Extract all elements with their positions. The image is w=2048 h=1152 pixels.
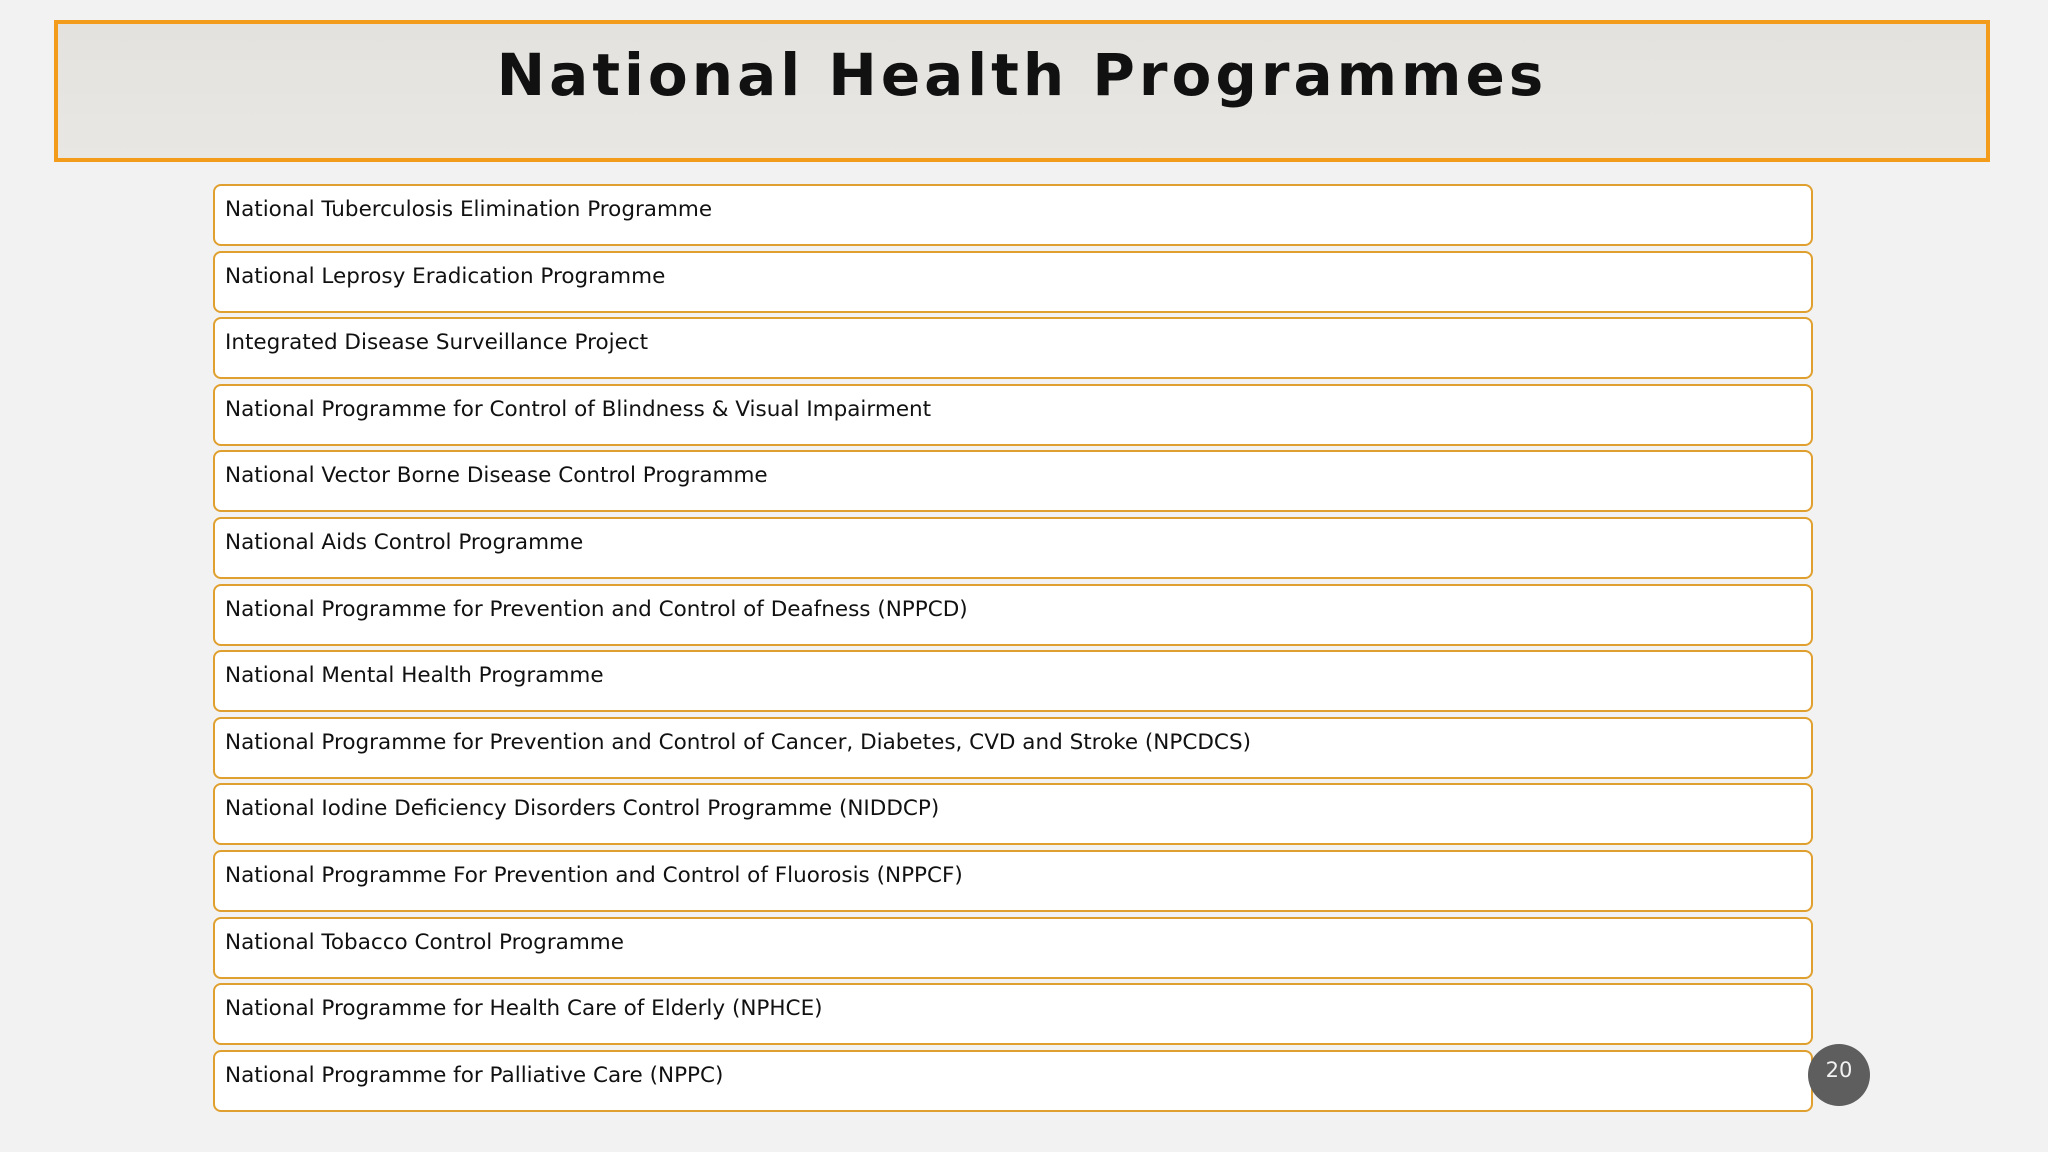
programme-item: National Tobacco Control Programme [213, 917, 1813, 979]
programme-item: National Programme for Control of Blindness & Visual Impairment [213, 384, 1813, 446]
programme-item: National Vector Borne Disease Control Programme [213, 450, 1813, 512]
programme-item: National Programme for Prevention and Control of Deafness (NPPCD) [213, 584, 1813, 646]
slide-title: National Health Programmes [496, 41, 1548, 109]
title-banner [54, 20, 1990, 162]
programme-item: National Mental Health Programme [213, 650, 1813, 712]
programme-list [213, 184, 1813, 1116]
programme-item: National Programme For Prevention and Control of Fluorosis (NPPCF) [213, 850, 1813, 912]
programme-item: National Iodine Deficiency Disorders Control Programme (NIDDCP) [213, 783, 1813, 845]
page-number-badge: 20 [1808, 1044, 1870, 1106]
programme-item: Integrated Disease Surveillance Project [213, 317, 1813, 379]
programme-item: National Programme for Prevention and Control of Cancer, Diabetes, CVD and Stroke (NPCDCS) [213, 717, 1813, 779]
programme-item: National Tuberculosis Elimination Programme [213, 184, 1813, 246]
programme-item: National Programme for Palliative Care (NPPC) [213, 1050, 1813, 1112]
programme-item: National Leprosy Eradication Programme [213, 251, 1813, 313]
programme-item: National Aids Control Programme [213, 517, 1813, 579]
programme-item: National Programme for Health Care of Elderly (NPHCE) [213, 983, 1813, 1045]
